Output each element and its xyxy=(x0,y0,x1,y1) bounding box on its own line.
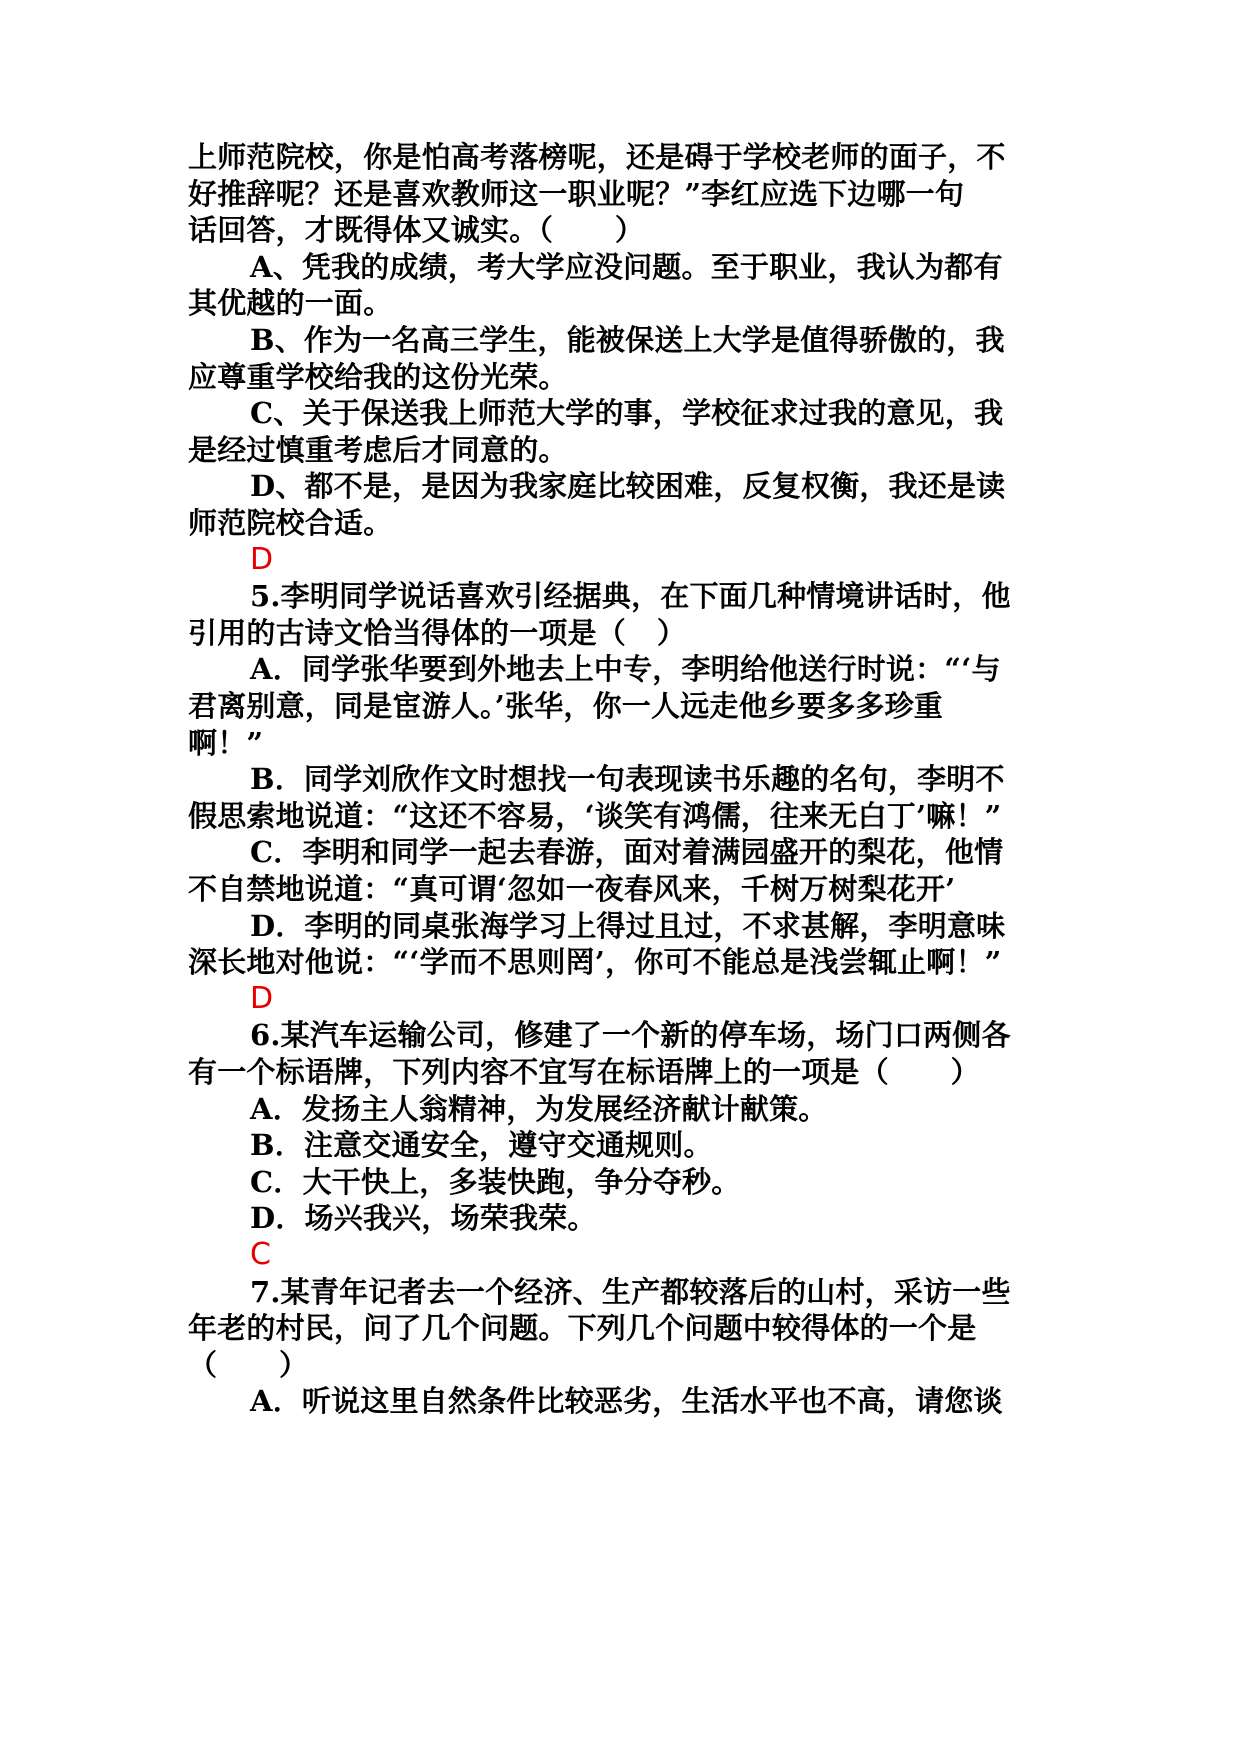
text-line: 应尊重学校给我的这份光荣。 xyxy=(188,359,568,394)
text-line: 年老的村民，问了几个问题。下列几个问题中较得体的一个是 xyxy=(188,1311,977,1346)
text-line: 啊！” xyxy=(188,725,264,760)
text-line: D．李明的同桌张海学习上得过且过，不求甚解，李明意味 xyxy=(250,908,1006,943)
text-line: 有一个标语牌，下列内容不宜写在标语牌上的一项是（ ） xyxy=(188,1055,980,1089)
text-line: 君离别意，同是宦游人。’张华，你一人远走他乡要多多珍重 xyxy=(188,689,943,723)
text-line: C．李明和同学一起去春游，面对着满园盛开的梨花，他情 xyxy=(250,835,1004,870)
text-line: 引用的古诗文恰当得体的一项是（ ） xyxy=(188,615,687,650)
text-line: B．同学刘欣作文时想找一句表现读书乐趣的名句，李明不 xyxy=(250,762,1005,797)
text-line: A、凭我的成绩，考大学应没问题。至于职业，我认为都有 xyxy=(250,249,1003,284)
text-line: D．场兴我兴，场荣我荣。 xyxy=(250,1201,597,1236)
text-line: 是经过慎重考虑后才同意的。 xyxy=(188,432,568,467)
text-line: 不自禁地说道：“真可谓‘忽如一夜春风来，千树万树梨花开’ xyxy=(188,872,956,906)
text-line: C．大干快上，多装快跑，争分夺秒。 xyxy=(250,1164,741,1199)
text-line: 7.某青年记者去一个经济、生产都较落后的山村，采访一些 xyxy=(250,1274,1011,1309)
text-line: C、关于保送我上师范大学的事，学校征求过我的意见，我 xyxy=(250,396,1004,431)
answer-key: D xyxy=(250,541,274,577)
text-line: 假思索地说道：“这还不容易，‘谈笑有鸿儒，往来无白丁’嘛！” xyxy=(188,798,1002,833)
text-line: （ ） xyxy=(188,1347,309,1382)
answer-key: C xyxy=(250,1237,272,1272)
text-line: 深长地对他说：“‘学而不思则罔’，你可不能总是浅尝辄止啊！” xyxy=(188,945,1002,980)
text-line: B、作为一名高三学生，能被保送上大学是值得骄傲的，我 xyxy=(250,323,1005,357)
text-line: A．同学张华要到外地去上中专，李明给他送行时说：“‘与 xyxy=(250,652,1001,687)
text-line: 6.某汽车运输公司，修建了一个新的停车场，场门口两侧各 xyxy=(250,1018,1011,1053)
text-line: 话回答，才既得体又诚实。（ ） xyxy=(188,213,645,248)
text-line: 其优越的一面。 xyxy=(188,286,393,321)
text-line: A．听说这里自然条件比较恶劣，生活水平也不高，请您谈 xyxy=(250,1384,1003,1419)
answer-key: D xyxy=(250,980,274,1016)
text-line: 5.李明同学说话喜欢引经据典，在下面几种情境讲话时，他 xyxy=(250,579,1011,614)
text-line: D、都不是，是因为我家庭比较困难，反复权衡，我还是读 xyxy=(250,469,1006,504)
text-line: B．注意交通安全，遵守交通规则。 xyxy=(250,1128,713,1163)
text-line: 上师范院校，你是怕高考落榜呢，还是碍于学校老师的面子，不 xyxy=(188,140,1006,174)
text-line: A．发扬主人翁精神，为发展经济献计献策。 xyxy=(250,1091,828,1126)
text-line: 师范院校合适。 xyxy=(188,506,393,540)
text-line: 好推辞呢？还是喜欢教师这一职业呢？”李红应选下边哪一句 xyxy=(188,176,965,211)
